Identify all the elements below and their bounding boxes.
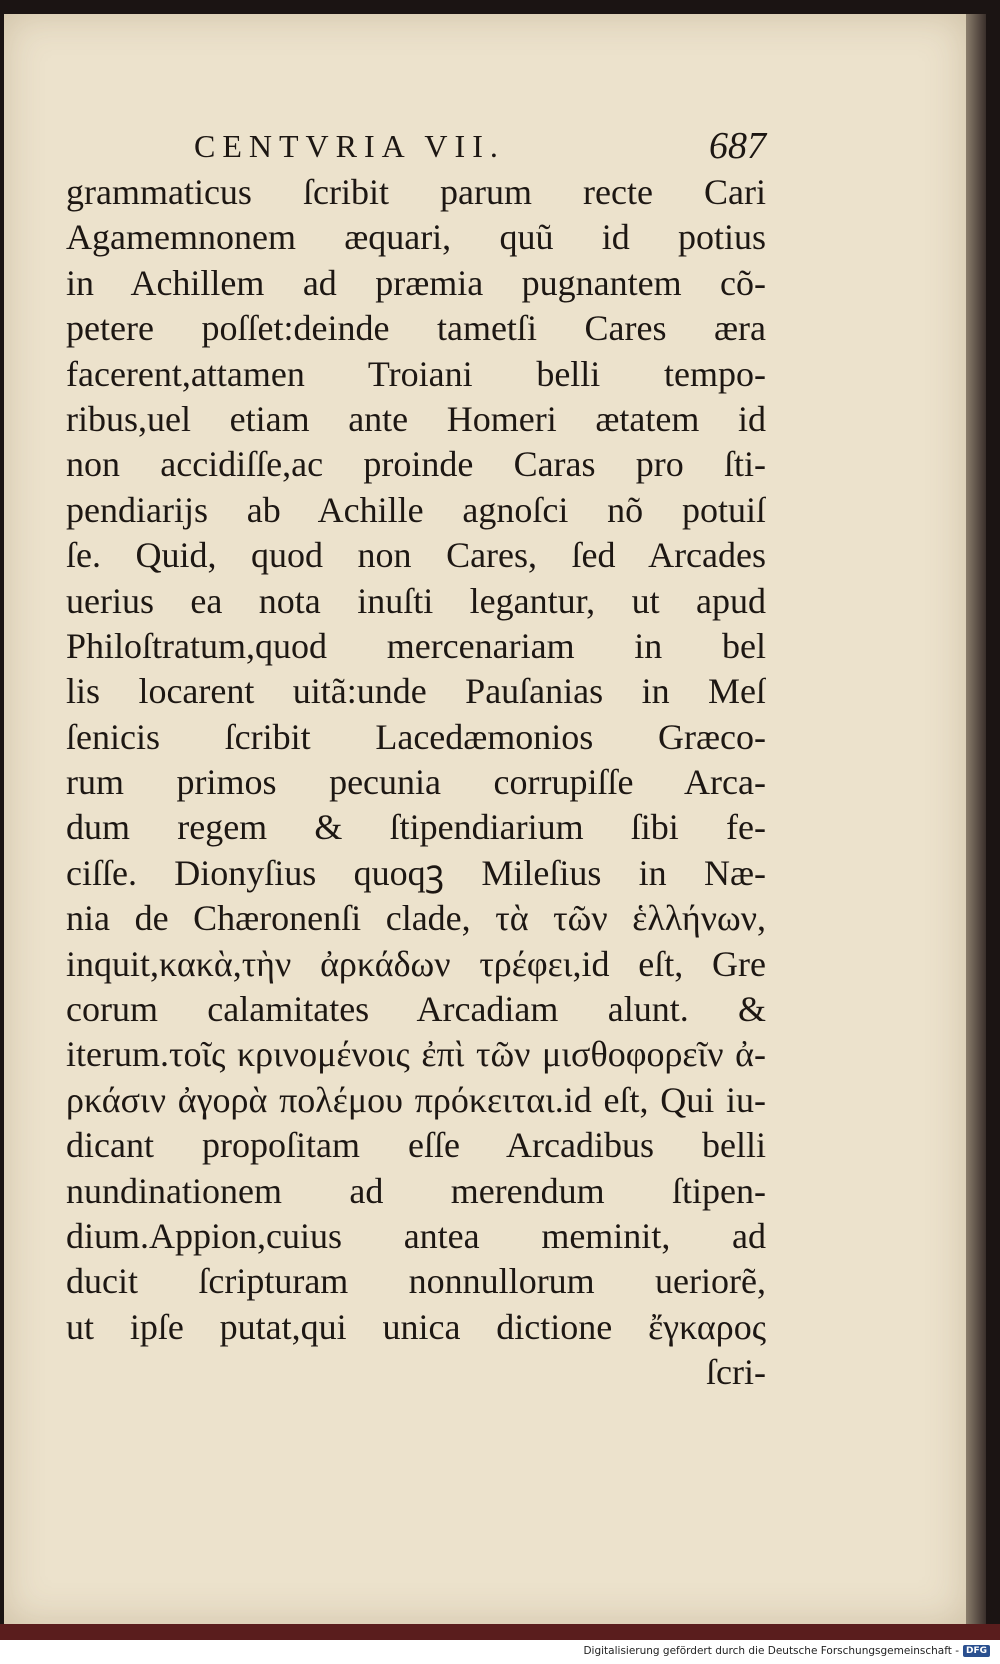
text-line: dum regem & ſtipendiarium ſibi fe-	[66, 807, 766, 848]
text-line: nundinationem ad merendum ſtipen-	[66, 1170, 766, 1211]
text-line: ducit ſcripturam nonnullorum ueriorẽ,	[66, 1261, 766, 1302]
digitization-credit	[583, 1645, 990, 1657]
text-line: dicant propoſitam eſſe Arcadibus belli	[66, 1125, 766, 1166]
text-line: grammaticus ſcribit parum recte Cari	[66, 172, 766, 212]
running-title: CENTVRIA VII.	[194, 128, 505, 164]
text-line: inquit,κακὰ,τὴν ἀρκάδων τρέφει,id eſt, Gre	[66, 943, 766, 984]
text-line: ſenicis ſcribit Lacedæmonios Græco-	[66, 716, 766, 757]
text-line: ut ipſe putat,qui unica dictione ἔγκαρος	[66, 1306, 766, 1347]
text-line: Agamemnonem æquari, quũ id potius	[66, 217, 766, 258]
text-line: ſe. Quid, quod non Cares, ſed Arcades	[66, 535, 766, 576]
text-line: uerius ea nota inuſti legantur, ut apud	[66, 580, 766, 621]
text-line: lis locarent uitã:unde Pauſanias in Meſ	[66, 671, 766, 712]
text-line: petere poſſet:deinde tametſi Cares æra	[66, 308, 766, 349]
text-line: non accidiſſe,ac proinde Caras pro ſti-	[66, 444, 766, 485]
body-text	[66, 170, 766, 1396]
text-line: iterum.τοῖς κρινομένοις ἐπὶ τῶν μισθοφορεῖν ἀ-	[66, 1034, 766, 1075]
text-line: in Achillem ad præmia pugnantem cõ-	[66, 262, 766, 303]
bottom-strip	[0, 1624, 1000, 1640]
dfg-logo: DFG	[963, 1645, 990, 1657]
text-line: dium.Appion,cuius antea meminit, ad	[66, 1215, 766, 1256]
text-line: facerent,attamen Troiani belli tempo-	[66, 353, 766, 394]
text-line: ribus,uel etiam ante Homeri ætatem id	[66, 398, 766, 439]
page-edge	[966, 14, 986, 1624]
text-line: Philoſtratum,quod mercenariam in bel	[66, 625, 766, 666]
text-line: nia de Chæronenſi clade, τὰ τῶν ἑλλήνων,	[66, 898, 766, 939]
text-line: ciſſe. Dionyſius quoqꝫ Mileſius in Næ-	[66, 852, 766, 893]
running-head	[194, 122, 774, 172]
book-page	[4, 14, 966, 1624]
text-line: pendiarijs ab Achille agnoſci nõ potuiſ	[66, 489, 766, 530]
catchword: ſcri-	[706, 1352, 766, 1393]
text-line: corum calamitates Arcadiam alunt. &	[66, 989, 766, 1030]
text-line: rum primos pecunia corrupiſſe Arca-	[66, 762, 766, 803]
credit-text: Digitalisierung gefördert durch die Deutsche Forschungsgemeinschaft -	[583, 1645, 959, 1657]
text-line: ρκάσιν ἀγορὰ πολέμου πρόκειται.id eſt, Qui iu-	[66, 1079, 766, 1120]
page-number: 687	[709, 125, 766, 167]
